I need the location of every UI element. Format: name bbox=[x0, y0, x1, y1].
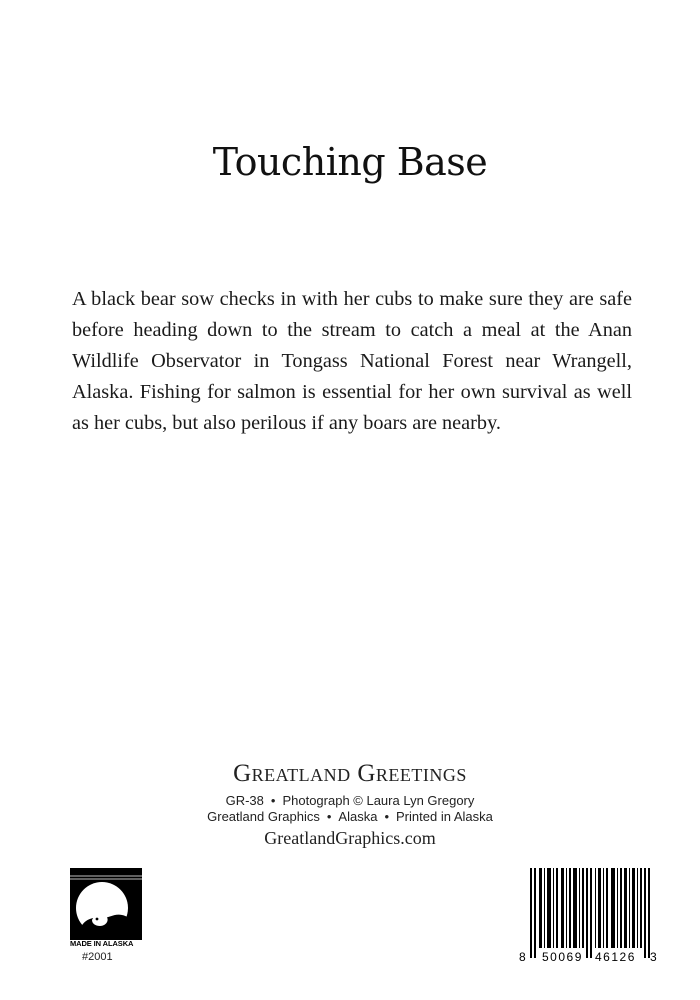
printed-in: Printed in Alaska bbox=[396, 809, 493, 824]
barcode-digit-first: 8 bbox=[519, 950, 528, 964]
company-name: Greatland Graphics bbox=[207, 809, 320, 824]
sku-code: GR-38 bbox=[225, 793, 264, 808]
barcode-digits-right: 46126 bbox=[595, 950, 636, 964]
made-in-alaska-caption: MADE IN ALASKA bbox=[70, 939, 134, 948]
product-code: #2001 bbox=[82, 951, 113, 963]
brand-name: Greatland Greetings bbox=[233, 760, 467, 787]
barcode-digit-last: 3 bbox=[650, 950, 659, 964]
barcode-digits-left: 50069 bbox=[542, 950, 583, 964]
photo-credit: Photograph © Laura Lyn Gregory bbox=[282, 793, 475, 808]
credit-line-1 bbox=[0, 793, 700, 808]
location: Alaska bbox=[338, 809, 378, 824]
credit-line-2 bbox=[0, 809, 700, 824]
bullet-separator: • bbox=[270, 793, 276, 808]
card-title: Touching Base bbox=[212, 140, 488, 184]
barcode-icon bbox=[528, 868, 658, 958]
bullet-separator: • bbox=[384, 809, 390, 824]
bullet-separator: • bbox=[326, 809, 332, 824]
made-in-alaska-bear-icon bbox=[70, 868, 142, 940]
card-description: A black bear sow checks in with her cubs to make sure they are safe before heading down to the stream to catch a meal at the Anan Wildlife Observator in Tongass National Forest near Wrangell, Alaska. Fishing for salmon is essential for her own survival as well as her cubs, but also perilous if any boars are nearby. bbox=[72, 288, 632, 434]
website-link: GreatlandGraphics.com bbox=[264, 828, 436, 848]
